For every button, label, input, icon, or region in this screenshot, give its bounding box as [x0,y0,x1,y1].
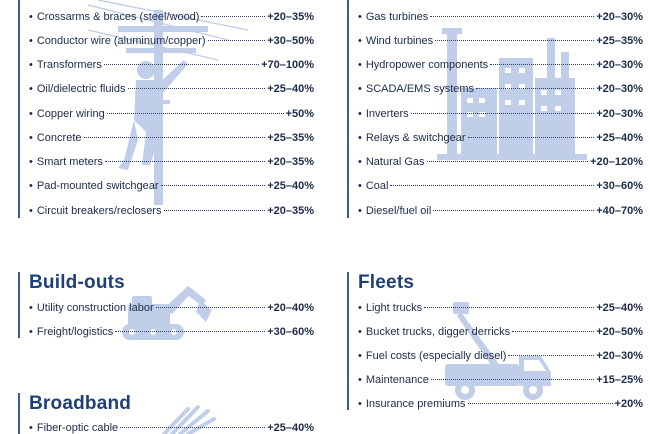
list-item: • Copper wiring +50% [29,108,314,120]
list-item: • Concrete +25–35% [29,132,314,144]
list-item: • Fiber-optic cable +25–40% [29,422,314,434]
section-rule [18,272,20,338]
list-item: • Conductor wire (aluminum/copper) +30–50% [29,35,314,47]
section-rule [347,272,349,410]
list-item: • Insurance premiums +20% [358,398,643,410]
list-item: • Freight/logistics +30–60% [29,326,314,338]
list-item: • Light trucks +25–40% [358,302,643,314]
list-item: • Hydropower components +20–30% [358,59,643,71]
list-item: • Maintenance +15–25% [358,374,643,386]
list-item: • Coal +30–60% [358,180,643,192]
section-broadband [18,393,314,434]
section-rule [18,0,20,218]
list-item: • Smart meters +20–35% [29,156,314,168]
list-item: • Inverters +20–30% [358,108,643,120]
section-title: Fleets [358,272,415,293]
list-item: • Utility construction labor +20–40% [29,302,314,314]
section-title: Build-outs [29,272,125,293]
list-item: • Crossarms & braces (steel/wood) +20–35% [29,11,314,23]
list-item: • Transformers +70–100% [29,59,314,71]
section-fleets [347,272,643,414]
list-item: • Relays & switchgear +25–40% [358,132,643,144]
list-item: • Bucket trucks, digger derricks +20–50% [358,326,643,338]
list-item: • Fuel costs (especially diesel) +20–30% [358,350,643,362]
section-top-right [347,0,643,220]
section-title: Broadband [29,393,132,414]
list-item: • Wind turbines +25–35% [358,35,643,47]
section-rule [347,0,349,218]
list-item: • Gas turbines +20–30% [358,11,643,23]
list-item: • Pad-mounted switchgear +25–40% [29,180,314,192]
list-item: • SCADA/EMS systems +20–30% [358,83,643,95]
list-item: • Oil/dielectric fluids +25–40% [29,83,314,95]
section-buildouts [18,272,314,342]
section-top-left [18,0,314,220]
lineworker-pole-icon [88,0,248,205]
list-item: • Diesel/fuel oil +40–70% [358,205,643,217]
list-item: • Circuit breakers/reclosers +20–35% [29,205,314,217]
list-item: • Natural Gas +20–120% [358,156,643,168]
section-rule [18,393,20,434]
